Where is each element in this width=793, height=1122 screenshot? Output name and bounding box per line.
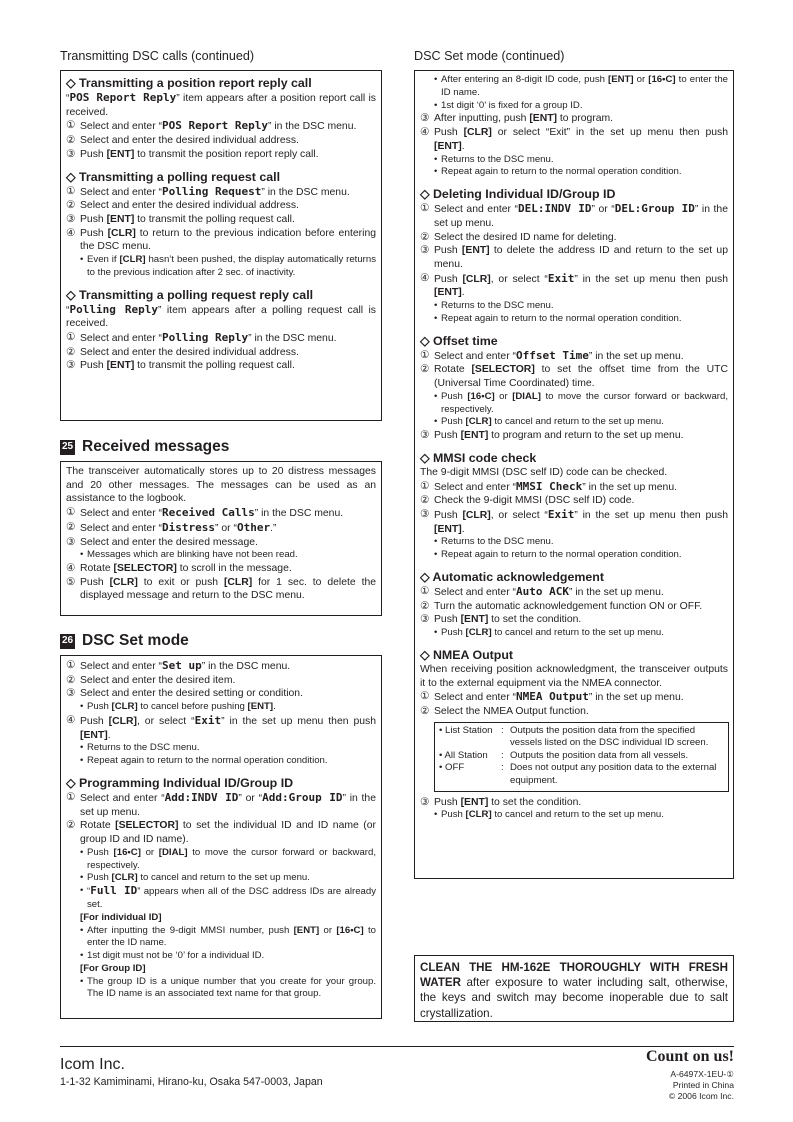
- printed-in: Printed in China: [672, 1080, 734, 1090]
- mmsi-note-1: • Returns to the DSC menu.: [434, 536, 554, 548]
- mmsi-note-2: • Repeat again to return to the normal operation condition.: [434, 549, 682, 561]
- position-reply-heading: ◇ Transmitting a position report reply call: [66, 76, 312, 90]
- autoack-heading: ◇ Automatic acknowledgement: [420, 569, 604, 584]
- diamond-icon: ◇: [420, 450, 430, 465]
- setmode-step-1: ① Select and enter “Set up” in the DSC menu.: [66, 659, 291, 672]
- received-messages-title: 25 Received messages: [61, 438, 230, 455]
- nmea-step-1: ① Select and enter “NMEA Output” in the set up menu.: [420, 690, 684, 704]
- document-code: A-6497X-1EU-①: [670, 1069, 734, 1079]
- nmea-option-row: • List Station : Outputs the position data from the specified vessels listed on the DSC individual ID screen.: [439, 724, 709, 749]
- transmitting-calls-box: [60, 70, 382, 421]
- position-reply-intro: “POS Report Reply” item appears after a position report call is received.: [66, 91, 377, 118]
- offset-note-2: • Push [CLR] to cancel and return to the set up menu.: [434, 416, 664, 428]
- polling-request-step-1: ① Select and enter “Polling Request” in the DSC menu.: [66, 184, 350, 198]
- slogan: Count on us!: [645, 1048, 734, 1065]
- offset-heading: ◇ Offset time: [420, 333, 498, 348]
- nmea-heading: ◇ NMEA Output: [420, 647, 514, 662]
- polling-request-note: • Even if [CLR] hasn’t been pushed, the display automatically returns to the previous indication after 2 sec. of inactivity.: [80, 254, 376, 278]
- diamond-icon: ◇: [420, 569, 430, 584]
- offset-step-3: ③ Push [ENT] to program and return to the set up menu.: [420, 430, 684, 442]
- left-column-header: Transmitting DSC calls (continued): [60, 49, 255, 63]
- programming-note-5: • 1st digit must not be ‘0’ for a individual ID.: [80, 950, 265, 962]
- nmea-option-row: • All Station : Outputs the position data from all vessels.: [439, 749, 689, 761]
- autoack-step-3: ③ Push [ENT] to set the condition.: [420, 614, 582, 626]
- setmode-step-2: ② Select and enter the desired item.: [66, 674, 236, 686]
- nmea-note-1: • Push [CLR] to cancel and return to the set up menu.: [434, 809, 664, 821]
- autoack-step-1: ① Select and enter “Auto ACK” in the set up menu.: [420, 584, 664, 598]
- mmsi-step-2: ② Check the 9-digit MMSI (DSC self ID) code.: [420, 495, 635, 507]
- right-column-header: DSC Set mode (continued): [414, 49, 565, 63]
- mmsi-heading: ◇ MMSI code check: [420, 450, 537, 465]
- polling-request-heading: ◇ Transmitting a polling request call: [66, 169, 281, 184]
- deleting-step-1: ① Select and enter “DEL:INDV ID” or “DEL:Group ID” in the set up menu.: [420, 202, 728, 229]
- diamond-icon: ◇: [66, 169, 76, 184]
- diamond-icon: ◇: [66, 775, 76, 790]
- programming-note-2: • Push [CLR] to cancel and return to the set up menu.: [80, 872, 310, 884]
- polling-request-step-2: ② Select and enter the desired individual address.: [66, 200, 299, 212]
- deleting-note-2: • Repeat again to return to the normal operation condition.: [434, 312, 682, 324]
- deleting-heading: ◇ Deleting Individual ID/Group ID: [420, 187, 616, 202]
- mmsi-step-3: ③ Push [CLR], or select “Exit” in the set up menu then push [ENT].: [420, 507, 728, 535]
- programming-step-2: ② Rotate [SELECTOR] to set the individual ID and ID name (or group ID and ID name).: [66, 820, 376, 846]
- setmode-note-1: • Push [CLR] to cancel before pushing [ENT].: [80, 701, 276, 713]
- polling-reply-step-2: ② Select and enter the desired individual address.: [66, 346, 299, 358]
- cleaning-notice-bold: CLEAN THE HM-162E THOROUGHLY WITH FRESH WATER: [420, 961, 728, 990]
- polling-reply-step-3: ③ Push [ENT] to transmit the polling request call.: [66, 360, 295, 372]
- programming-note-4: • After inputting the 9-digit MMSI number, push [ENT] or [16•C] to enter the ID name.: [80, 924, 376, 949]
- footer-divider: [60, 1046, 734, 1047]
- nmea-intro: When receiving position acknowledgment, the transceiver outputs it to the external equipment via the NMEA connector.: [420, 663, 728, 689]
- received-note: • Messages which are blinking have not been read.: [80, 549, 298, 561]
- deleting-step-3: ③ Push [ENT] to delete the address ID and return to the set up menu.: [420, 245, 728, 270]
- received-step-3: ③ Select and enter the desired message.: [66, 536, 258, 548]
- prog-cont-note-4: • Repeat again to return to the normal operation condition.: [434, 166, 682, 178]
- diamond-icon: ◇: [66, 287, 76, 302]
- deleting-note-1: • Returns to the DSC menu.: [434, 300, 554, 312]
- copyright: © 2006 Icom Inc.: [668, 1091, 734, 1101]
- polling-reply-heading: ◇ Transmitting a polling request reply call: [66, 287, 314, 302]
- individual-id-label: [For individual ID]: [80, 911, 162, 923]
- mmsi-intro: The 9-digit MMSI (DSC self ID) code can be checked.: [420, 466, 668, 478]
- deleting-step-4: ④ Push [CLR], or select “Exit” in the set up menu then push [ENT].: [420, 271, 728, 299]
- setmode-step-4: ④ Push [CLR], or select “Exit” in the set up menu then push [ENT].: [66, 713, 376, 741]
- prog-cont-step-4: ④ Push [CLR] or select “Exit” in the set up menu then push [ENT].: [420, 127, 728, 152]
- polling-reply-intro: “Polling Reply” item appears after a polling request call is received.: [66, 302, 376, 330]
- received-step-4: ④ Rotate [SELECTOR] to scroll in the message.: [66, 563, 292, 575]
- polling-request-step-3: ③ Push [ENT] to transmit the polling request call.: [66, 213, 295, 225]
- nmea-options-table: [434, 722, 729, 792]
- diamond-icon: ◇: [420, 647, 430, 662]
- received-step-2: ② Select and enter “Distress” or “Other.”: [66, 520, 277, 534]
- group-id-label: [For Group ID]: [80, 962, 146, 974]
- offset-step-2: ② Rotate [SELECTOR] to set the offset time from the UTC (Universal Time Coordinated) time.: [420, 364, 728, 390]
- nmea-step-3: ③ Push [ENT] to set the condition.: [420, 796, 582, 808]
- polling-request-step-4: ④ Push [CLR] to return to the previous indication before entering the DSC menu.: [66, 227, 377, 253]
- diamond-icon: ◇: [66, 76, 76, 90]
- prog-cont-note-3: • Returns to the DSC menu.: [434, 153, 554, 165]
- diamond-icon: ◇: [420, 333, 430, 348]
- setmode-note-3: • Repeat again to return to the normal operation condition.: [80, 755, 328, 767]
- programming-note-1: • Push [16•C] or [DIAL] to move the cursor forward or backward, respectively.: [80, 846, 376, 871]
- polling-reply-step-1: ① Select and enter “Polling Reply” in the DSC menu.: [66, 331, 337, 345]
- company-address: 1-1-32 Kamiminami, Hirano-ku, Osaka 547-0003, Japan: [60, 1076, 323, 1088]
- dsc-set-mode-continued-box: [414, 70, 734, 879]
- setmode-note-2: • Returns to the DSC menu.: [80, 742, 200, 754]
- programming-step-1: ① Select and enter “Add:INDV ID” or “Add:Group ID” in the set up menu.: [66, 790, 376, 818]
- prog-cont-step-3: ③ After inputting, push [ENT] to program.: [420, 113, 614, 125]
- company-name: Icom Inc.: [60, 1056, 125, 1073]
- prog-cont-note-1: • After entering an 8-digit ID code, push [ENT] or [16•C] to enter the ID name.: [434, 74, 728, 98]
- cleaning-notice-text: after exposure to water including salt, otherwise, the keys and switch may become inoperable due to salt crystallization.: [420, 976, 728, 1020]
- dsc-set-mode-title: 26 DSC Set mode: [61, 632, 189, 649]
- received-step-1: ① Select and enter “Received Calls” in the DSC menu.: [66, 506, 344, 520]
- nmea-step-2: ② Select the NMEA Output function.: [420, 705, 589, 717]
- autoack-note-1: • Push [CLR] to cancel and return to the set up menu.: [434, 627, 664, 639]
- position-reply-step-3: ③ Push [ENT] to transmit the position report reply call.: [66, 148, 319, 160]
- position-reply-step-2: ② Select and enter the desired individual address.: [66, 135, 299, 147]
- autoack-step-2: ② Turn the automatic acknowledgement function ON or OFF.: [420, 600, 703, 612]
- programming-heading: ◇ Programming Individual ID/Group ID: [66, 775, 294, 790]
- deleting-step-2: ② Select the desired ID name for deleting.: [420, 231, 617, 243]
- cleaning-notice-box: [414, 955, 734, 1022]
- received-messages-box: [60, 461, 382, 616]
- programming-note-6: • The group ID is a unique number that you create for your group. The ID name is an associated text name for that group.: [80, 975, 376, 1000]
- nmea-option-row: • OFF : Does not output any position data to the external equipment.: [439, 762, 717, 787]
- section-number: 26: [60, 634, 75, 649]
- offset-note-1: • Push [16•C] or [DIAL] to move the cursor forward or backward, respectively.: [434, 390, 728, 415]
- received-step-5: ⑤ Push [CLR] to exit or push [CLR] for 1 sec. to delete the displayed message and return to the DSC menu.: [66, 576, 377, 602]
- mmsi-step-1: ① Select and enter “MMSI Check” in the set up menu.: [420, 479, 677, 493]
- diamond-icon: ◇: [420, 187, 430, 202]
- offset-step-1: ① Select and enter “Offset Time” in the set up menu.: [420, 348, 684, 362]
- position-reply-step-1: ① Select and enter “POS Report Reply” in the DSC menu.: [66, 119, 357, 133]
- section-number: 25: [60, 440, 75, 455]
- programming-note-3: • “Full ID” appears when all of the DSC address IDs are already set.: [80, 884, 377, 910]
- received-intro: The transceiver automatically stores up to 20 distress messages and 20 other messages. The messages can be used as an assistance to the logbook.: [66, 466, 376, 505]
- setmode-step-3: ③ Select and enter the desired setting or condition.: [66, 688, 303, 700]
- dsc-set-mode-box: [60, 655, 382, 1019]
- prog-cont-note-2: • 1st digit ‘0’ is fixed for a group ID.: [434, 99, 583, 111]
